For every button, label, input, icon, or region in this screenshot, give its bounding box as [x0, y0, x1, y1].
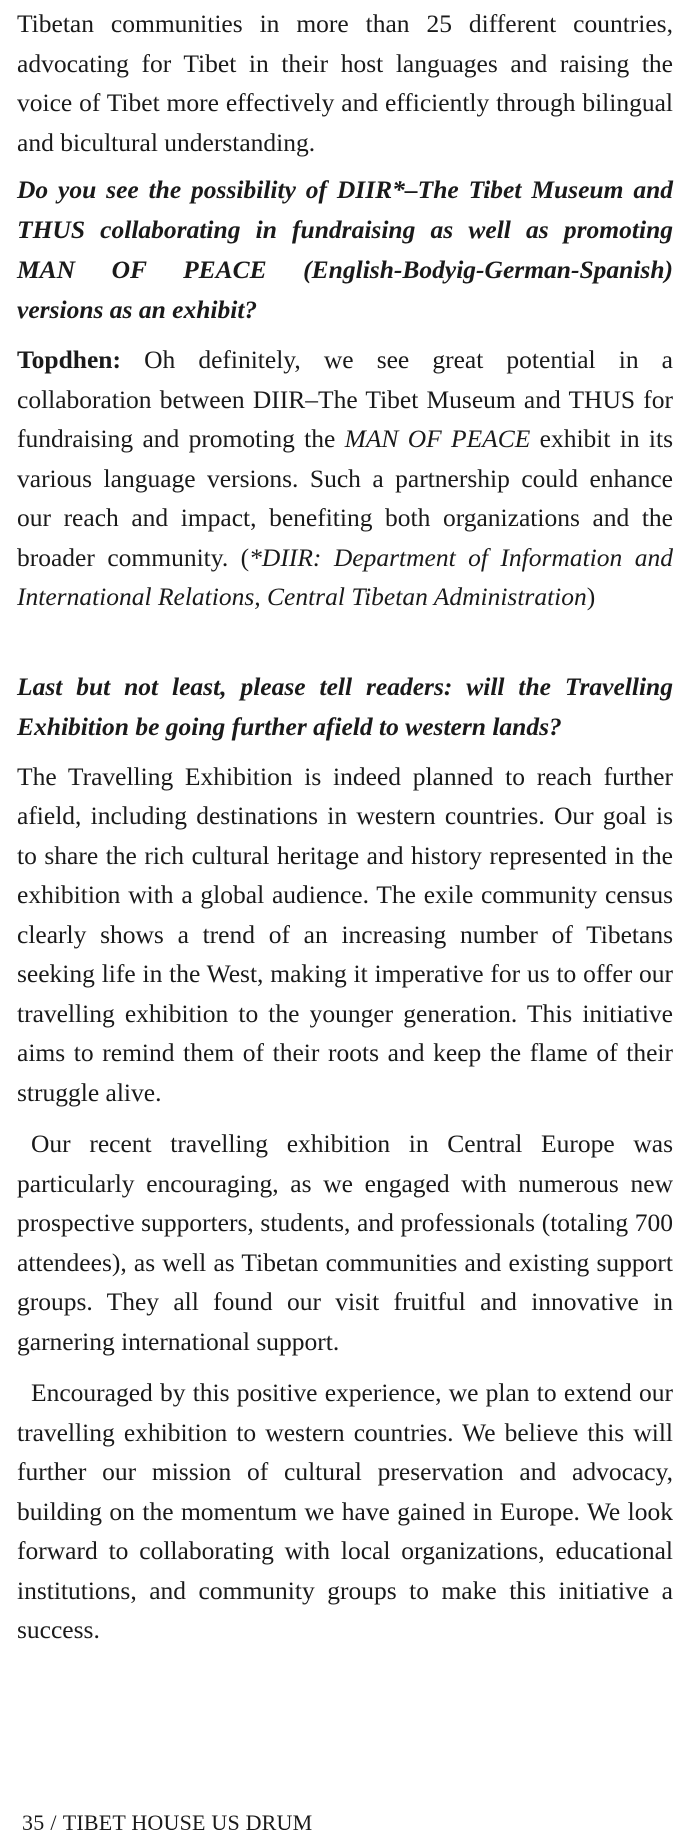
article-body — [17, 4, 673, 1650]
paragraph-central-europe: Our recent travelling exhibition in Central Europe was particularly encouraging, as we engaged with numerous new prospective supporters, students, and professionals (totaling 700 attendees), as well as Tibetan communities and existing support groups. They all found our visit fruitful and innovative in garnering international support. — [17, 1129, 673, 1356]
answer-text-part-2: exhibit in its various language versions. Such a partnership could enhance our reach and impact, benefiting both organizations and the broader community. ( — [17, 424, 673, 572]
speaker-name: Topdhen: — [17, 345, 121, 374]
paragraph-extend-exhibition: Encouraged by this positive experience, we plan to extend our travelling exhibition to western countries. We believe this will further our mission of cultural preservation and advocacy, building on the momentum we have gained in Europe. We look forward to collaborating with local organizations, educational institutions, and community groups to make this initiative a success. — [17, 1378, 673, 1644]
diir-footnote: *DIIR: Department of Information and International Relations, Central Tibetan Administration — [17, 542, 673, 611]
answer-text-part-1: Oh definitely, we see great potential in a collaboration between DIIR–The Tibet Museum and THUS for fundraising and promoting the — [17, 345, 673, 453]
page-number: 35 — [22, 1810, 45, 1835]
footer-separator: / — [50, 1810, 57, 1835]
exhibit-title: MAN OF PEACE — [344, 424, 531, 453]
paragraph-intro-continuation: Tibetan communities in more than 25 different countries, advocating for Tibet in their host languages and raising the voice of Tibet more effectively and efficiently through bilingual and bicultural understanding. — [17, 9, 673, 157]
question-western-lands: Last but not least, please tell readers: will the Travelling Exhibition be going further afield to western lands? — [17, 671, 673, 741]
answer-text-part-3: ) — [586, 582, 596, 611]
question-collaboration: Do you see the possibility of DIIR*–The Tibet Museum and THUS collaborating in fundraising as well as promoting MAN OF PEACE (English-Bodyig-German-Spanish) versions as an exhibit? — [17, 175, 673, 324]
answer-western-lands: The Travelling Exhibition is indeed planned to reach further afield, including destinations in western countries. Our goal is to share the rich cultural heritage and history represented in the exhibition with a global audience. The exile community census clearly shows a trend of an increasing number of Tibetans seeking life in the West, making it imperative for us to offer our travelling exhibition to the younger generation. This initiative aims to remind them of their roots and keep the flame of their struggle alive. — [17, 761, 673, 1107]
page-footer — [22, 1810, 312, 1836]
publication-name: TIBET HOUSE US DRUM — [62, 1810, 313, 1835]
answer-collaboration — [17, 340, 673, 617]
